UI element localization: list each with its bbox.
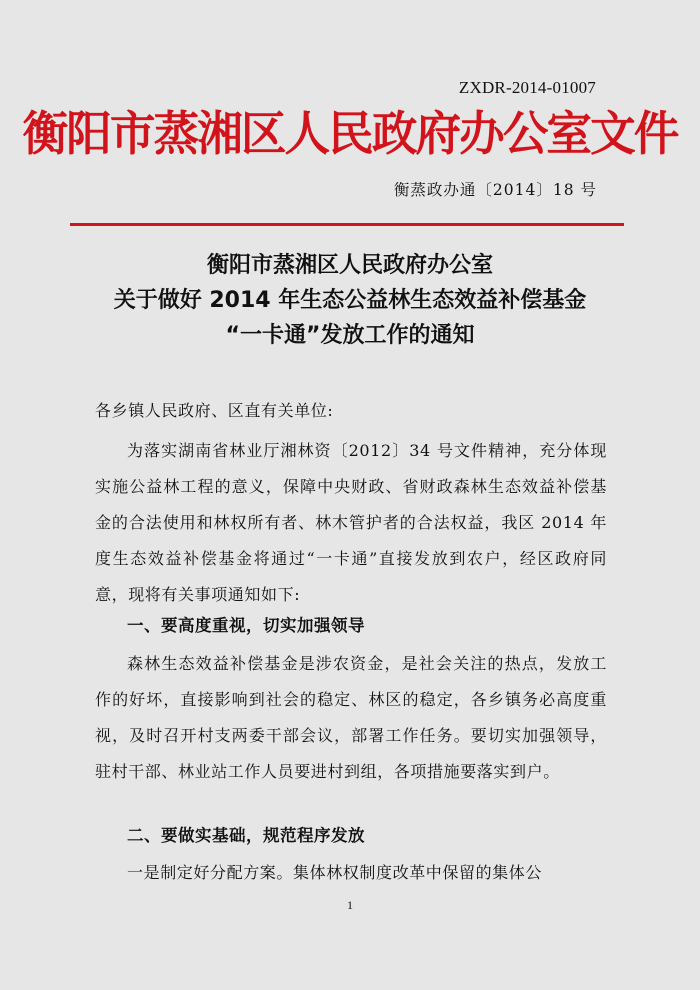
page-number: 1 [347,898,353,912]
notice-subject [0,248,700,353]
body-paragraph-distribution: 一是制定好分配方案。集体林权制度改革中保留的集体公 [127,863,543,882]
subject-line-1: 衡阳市蒸湘区人民政府办公室 [206,253,493,278]
issuer-header-title: 衡阳市蒸湘区人民政府办公室文件 [22,107,678,162]
body-paragraph-leadership: 森林生态效益补偿基金是涉农资金，是社会关注的热点，发放工作的好坏，直接影响到社会的稳定、林区的稳定，各乡镇务必高度重视，及时召开村支两委干部会议，部署工作任务。要切实加强领导，驻村干部、林业站工作人员要进村到组，各项措施要落实到户。 [95,654,607,781]
body-paragraph-intro: 为落实湖南省林业厅湘林资〔2012〕34 号文件精神，充分体现实施公益林工程的意义，保障中央财政、省财政森林生态效益补偿基金的合法使用和林权所有者、林木管护者的合法权益，我区 2014 年度生态效益补偿基金将通过“一卡通”直接发放到农户，经区政府同意，现将有关事项通知如下: [95,441,607,604]
document-code: ZXDR-2014-01007 [458,78,596,97]
section-heading-1: 一、要高度重视，切实加强领导 [127,616,365,635]
subject-line-3: “一卡通”发放工作的通知 [225,323,475,348]
addressee-line: 各乡镇人民政府、区直有关单位: [95,401,334,420]
subject-line-2: 关于做好 2014 年生态公益林生态效益补偿基金 [113,288,587,313]
red-divider-line [70,223,624,226]
section-heading-2: 二、要做实基础，规范程序发放 [127,826,365,845]
document-number: 衡蒸政办通〔2014〕18 号 [393,181,597,199]
